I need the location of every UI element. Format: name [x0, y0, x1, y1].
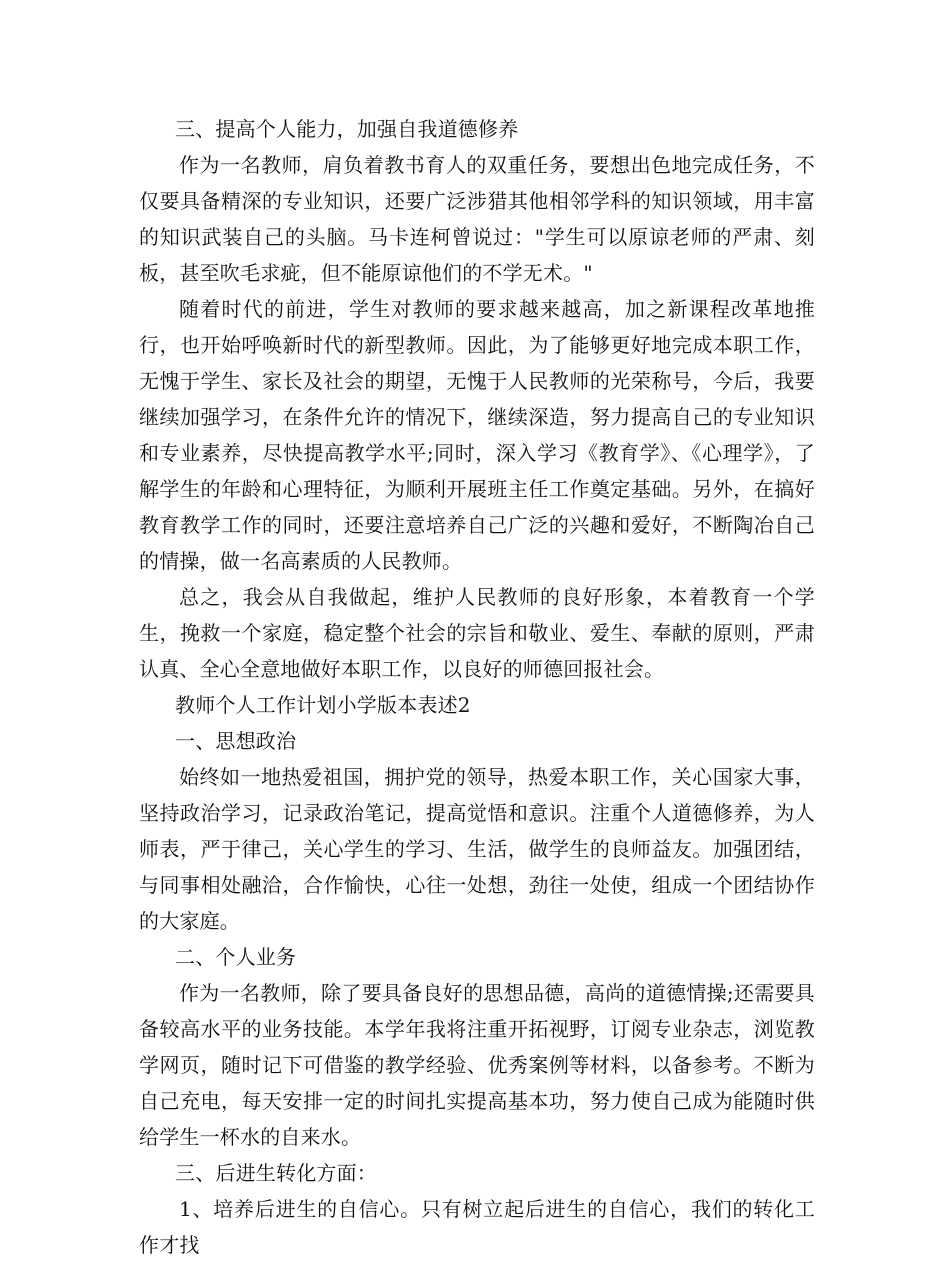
section-heading: 二、个人业务	[175, 945, 297, 969]
document-subtitle: 教师个人工作计划小学版本表述2	[175, 693, 471, 717]
body-paragraph: 作为一名教师，除了要具备良好的思想品德，高尚的道德情操;还需要具备较高水平的业务技能。本学年我将注重开拓视野，订阅专业杂志，浏览教学网页，随时记下可借鉴的教学经验、优秀案例等材料，以备参考。不断为自己充电，每天安排一定的时间扎实提高基本功，努力使自己成为能随时供给学生一杯水的自来水。	[139, 981, 815, 1149]
body-paragraph: 1、培养后进生的自信心。只有树立起后进生的自信心，我们的转化工作才找	[139, 1197, 815, 1257]
section-heading: 一、思想政治	[175, 729, 297, 753]
body-paragraph: 总之，我会从自我做起，维护人民教师的良好形象，本着教育一个学生，挽救一个家庭，稳定整个社会的宗旨和敬业、爱生、奉献的原则，严肃认真、全心全意地做好本职工作，以良好的师德回报社会。	[139, 585, 815, 681]
body-paragraph: 始终如一地热爱祖国，拥护党的领导，热爱本职工作，关心国家大事，坚持政治学习，记录政治笔记，提高觉悟和意识。注重个人道德修养，为人师表，严于律己，关心学生的学习、生活，做学生的良师益友。加强团结，与同事相处融洽，合作愉快，心往一处想，劲往一处使，组成一个团结协作的大家庭。	[139, 765, 815, 933]
body-paragraph: 随着时代的前进，学生对教师的要求越来越高，加之新课程改革地推行，也开始呼唤新时代的新型教师。因此，为了能够更好地完成本职工作，无愧于学生、家长及社会的期望，无愧于人民教师的光荣称号，今后，我要继续加强学习，在条件允许的情况下，继续深造，努力提高自己的专业知识和专业素养，尽快提高教学水平;同时，深入学习《教育学》、《心理学》，了解学生的年龄和心理特征，为顺利开展班主任工作奠定基础。另外，在搞好教育教学工作的同时，还要注意培养自己广泛的兴趣和爱好，不断陶冶自己的情操，做一名高素质的人民教师。	[139, 297, 815, 573]
document-body	[139, 111, 815, 1263]
body-paragraph: 作为一名教师，肩负着教书育人的双重任务，要想出色地完成任务，不仅要具备精深的专业知识，还要广泛涉猎其他相邻学科的知识领域，用丰富的知识武装自己的头脑。马卡连柯曾说过："学生可以原谅老师的严肃、刻板，甚至吹毛求疵，但不能原谅他们的不学无术。"	[139, 153, 815, 285]
section-heading: 三、提高个人能力，加强自我道德修养	[175, 117, 519, 141]
section-heading: 三、后进生转化方面：	[175, 1161, 377, 1185]
